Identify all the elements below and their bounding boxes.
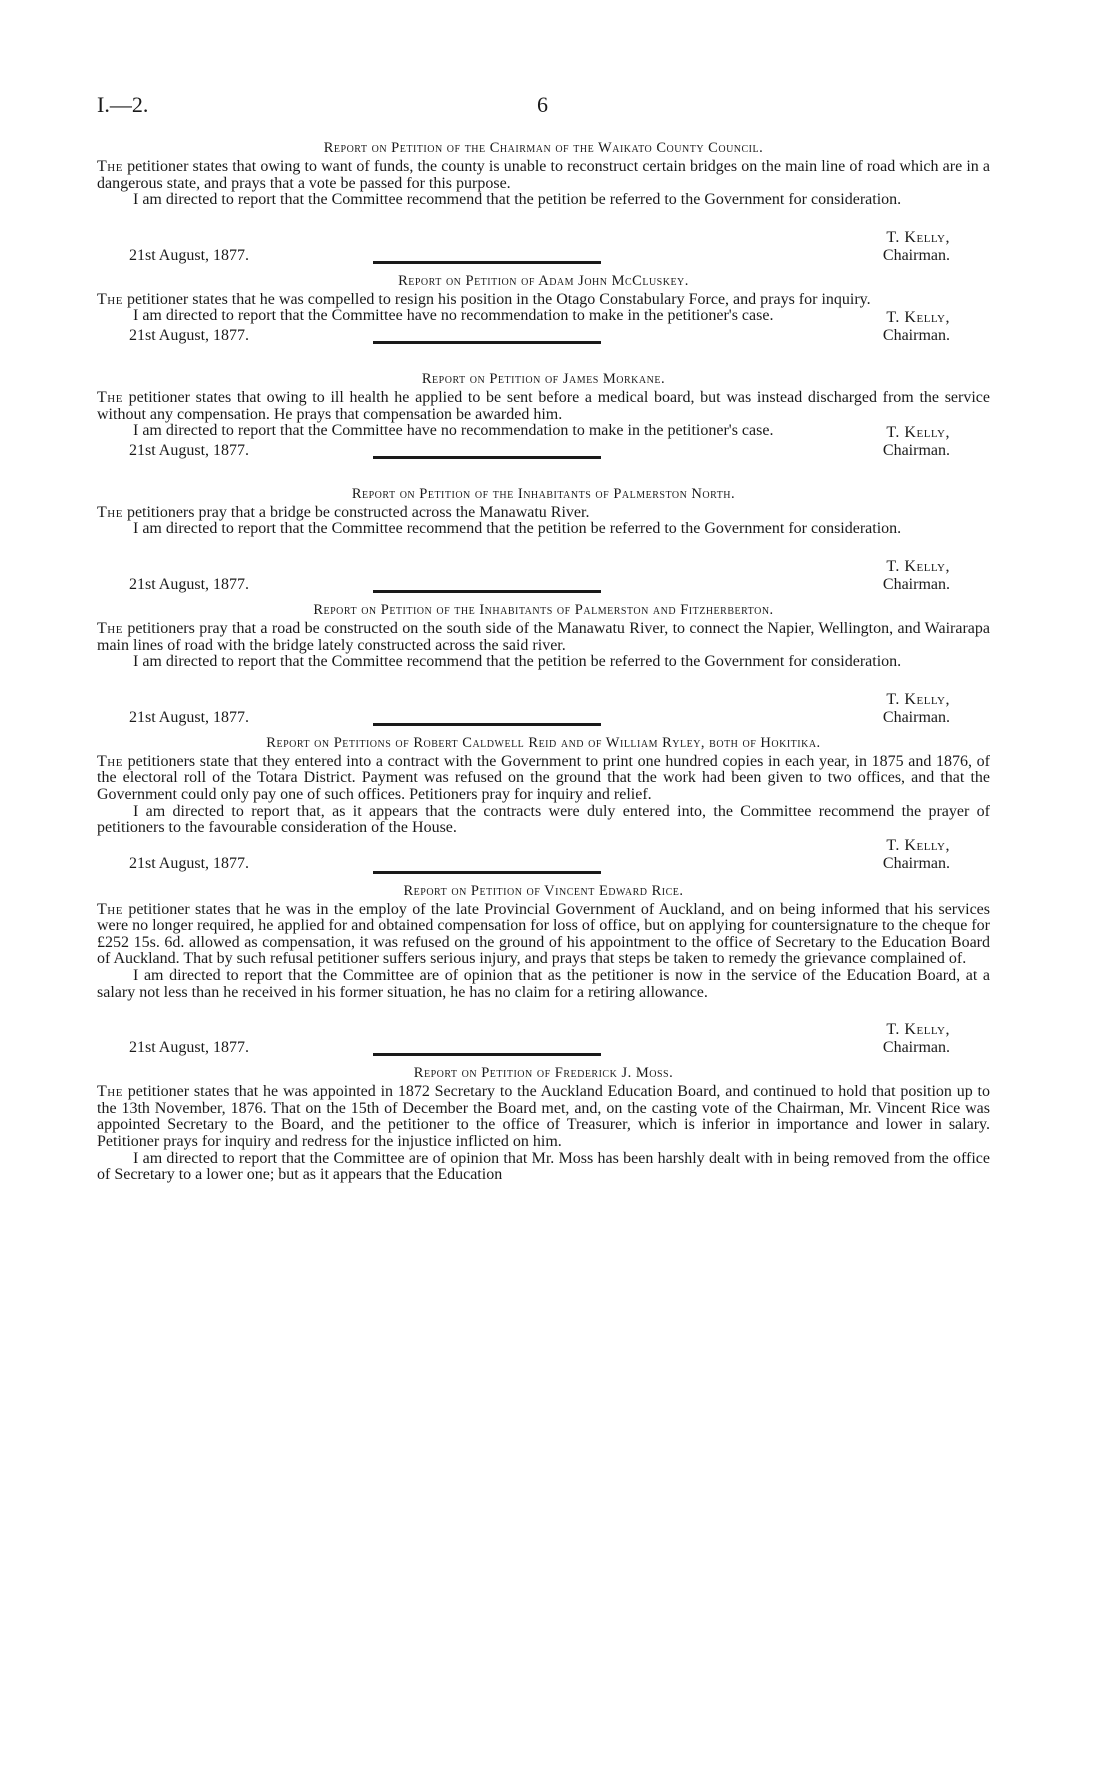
- report-date: 21st August, 1877.: [129, 326, 250, 344]
- signatory-role: Chairman.: [882, 441, 950, 459]
- petition-report-moss: [97, 1065, 990, 1184]
- report-paragraph: I am directed to report that the Committee have no recommendation to make in the petitioner's case.: [133, 422, 774, 440]
- section-title: Report on Petitions of Robert Caldwell Reid and of William Ryley, both of Hokitika.: [266, 734, 821, 751]
- report-paragraph: I am directed to report that the Committee have no recommendation to make in the petitioner's case.: [133, 307, 774, 325]
- signatory-name: T. Kelly,: [886, 557, 950, 575]
- paragraph-text: petitioner states that he was appointed in 1872 Secretary to the Auckland Education Board, and continued to hold that position up to the 13th November, 1876. That on the 15th of December the Board met, and, on the casting vote of the Chairman, Mr. Vincent Rice was appointed Secretary to the Board, and the petitioner to the office of Treasurer, which is inferior in importance and lower in salary. Petitioner prays for inquiry and redress for the injustice inflicted on him.: [97, 1083, 991, 1151]
- petition-report-rice: [97, 883, 990, 1066]
- report-date: 21st August, 1877.: [129, 1039, 250, 1057]
- signature-block: [97, 1001, 990, 1055]
- section-divider: [373, 456, 601, 459]
- section-paragraph: [97, 505, 990, 522]
- section-divider: [373, 341, 601, 344]
- signatory-role: Chairman.: [882, 246, 950, 264]
- document-body: [97, 140, 990, 1184]
- paragraph-text: petitioner states that owing to want of funds, the county is unable to reconstruct certain bridges on the main line of road which are in a dangerous state, and prays that a vote be passed for this purpose.: [97, 158, 991, 192]
- signatory-name: T. Kelly,: [886, 836, 950, 854]
- section-paragraph: [97, 159, 990, 192]
- section-paragraph: [97, 621, 990, 654]
- section-paragraph: [97, 754, 990, 804]
- paragraph-text: petitioners state that they entered into a contract with the Government to print one hundred copies in each year, in 1875 and 1876, of the electoral roll of the Totara District. Payment was refused on the ground that the work had been given to two offices, and that the Government could only pay one of such offices. Petitioners pray for inquiry and relief.: [97, 752, 991, 803]
- petition-report-morkane: [97, 371, 990, 486]
- signatory-name: T. Kelly,: [886, 423, 950, 441]
- page-number: 6: [537, 92, 548, 117]
- section-paragraph: [97, 1084, 990, 1150]
- petition-report-reid-ryley: [97, 735, 990, 883]
- petition-report-palmerston-north: [97, 486, 990, 602]
- signature-block: [97, 671, 990, 725]
- section-title: Report on Petition of Frederick J. Moss.: [413, 1065, 674, 1082]
- report-paragraph: I am directed to report that the Committee are of opinion that Mr. Moss has been harshly dealt with in being removed from the office of Secretary to a lower one; but as it appears that the Education: [97, 1149, 990, 1184]
- signatory-role: Chairman.: [882, 854, 950, 872]
- section-title: Report on Petition of the Inhabitants of Palmerston and Fitzherberton.: [313, 601, 774, 618]
- lead-word: The: [97, 900, 123, 918]
- report-paragraph: I am directed to report that the Committee recommend that the petition be referred to the Government for consideration.: [133, 520, 902, 538]
- report-date: 21st August, 1877.: [129, 575, 250, 593]
- section-title: Report on Petition of James Morkane.: [421, 370, 666, 387]
- page-header: [97, 92, 997, 122]
- section-paragraph: [97, 390, 990, 423]
- signatory-name: T. Kelly,: [886, 308, 950, 326]
- signature-block: [97, 538, 990, 592]
- report-date: 21st August, 1877.: [129, 441, 250, 459]
- lead-word: The: [97, 388, 123, 406]
- report-date: 21st August, 1877.: [129, 246, 250, 264]
- signatory-role: Chairman.: [882, 326, 950, 344]
- report-date: 21st August, 1877.: [129, 854, 250, 872]
- report-paragraph: I am directed to report that the Committee recommend that the petition be referred to the Government for consideration.: [133, 653, 902, 671]
- section-divider: [373, 871, 601, 874]
- paragraph-text: petitioner states that he was in the employ of the late Provincial Government of Auckland, and on being informed that his services were no longer required, he applied for and obtained compensation for loss of office, but on applying for countersignature to the cheque for £252 15s. 6d. allowed as compensation, it was refused on the ground of his appointment to the office of Secretary to the Education Board of Auckland. That by such refusal petitioner suffers serious injury, and prays that steps be taken to remedy the grievance complained of.: [97, 900, 991, 968]
- petition-report-palmerston-fitzherberton: [97, 602, 990, 735]
- paragraph-text: petitioners pray that a road be constructed on the south side of the Manawatu River, to connect the Napier, Wellington, and Wairarapa main lines of road with the bridge lately constructed across the said river.: [97, 619, 990, 654]
- section-title: Report on Petition of the Inhabitants of Palmerston North.: [351, 485, 736, 502]
- lead-word: The: [97, 1083, 123, 1101]
- section-title: Report on Petition of Adam John McCluskey.: [398, 272, 689, 289]
- petition-report-waikato: [97, 140, 990, 273]
- section-divider: [373, 590, 601, 593]
- signatory-name: T. Kelly,: [886, 228, 950, 246]
- paragraph-text: petitioner states that he was compelled to resign his position in the Otago Constabulary Force, and prays for inquiry.: [126, 290, 871, 308]
- signatory-role: Chairman.: [882, 575, 950, 593]
- petition-report-mccluskey: [97, 273, 990, 371]
- section-paragraph: [97, 292, 990, 309]
- lead-word: The: [97, 752, 123, 770]
- signature-block: [97, 209, 990, 263]
- report-paragraph: I am directed to report that the Committee are of opinion that as the petitioner is now in the service of the Education Board, at a salary not less than he received in his former situation, he has no claim for a retiring allowance.: [97, 967, 990, 1001]
- lead-word: The: [97, 158, 123, 175]
- lead-word: The: [97, 290, 123, 308]
- paragraph-text: petitioner states that owing to ill health he applied to be sent before a medical board, but was instead discharged from the service without any compensation. He prays that compensation be awarded him.: [97, 388, 990, 423]
- lead-word: The: [97, 503, 123, 521]
- section-divider: [373, 261, 601, 264]
- section-title: Report on Petition of the Chairman of the Waikato County Council.: [323, 140, 764, 156]
- section-title: Report on Petition of Vincent Edward Rice.: [403, 882, 684, 899]
- signatory-name: T. Kelly,: [886, 690, 950, 708]
- report-paragraph: I am directed to report that, as it appears that the contracts were duly entered into, the Committee recommend the prayer of petitioners to the favourable consideration of the House.: [97, 802, 990, 837]
- signatory-role: Chairman.: [882, 708, 950, 726]
- page-reference: I.—2.: [97, 92, 149, 117]
- lead-word: The: [97, 619, 123, 637]
- section-divider: [373, 1053, 601, 1056]
- section-paragraph: [97, 902, 990, 968]
- report-paragraph: I am directed to report that the Committee recommend that the petition be referred to the Government for consideration.: [133, 191, 902, 209]
- signatory-role: Chairman.: [882, 1039, 950, 1057]
- section-divider: [373, 723, 601, 726]
- signature-block: [97, 837, 990, 873]
- report-date: 21st August, 1877.: [129, 708, 250, 726]
- signatory-name: T. Kelly,: [886, 1021, 950, 1039]
- paragraph-text: petitioners pray that a bridge be constructed across the Manawatu River.: [126, 503, 590, 521]
